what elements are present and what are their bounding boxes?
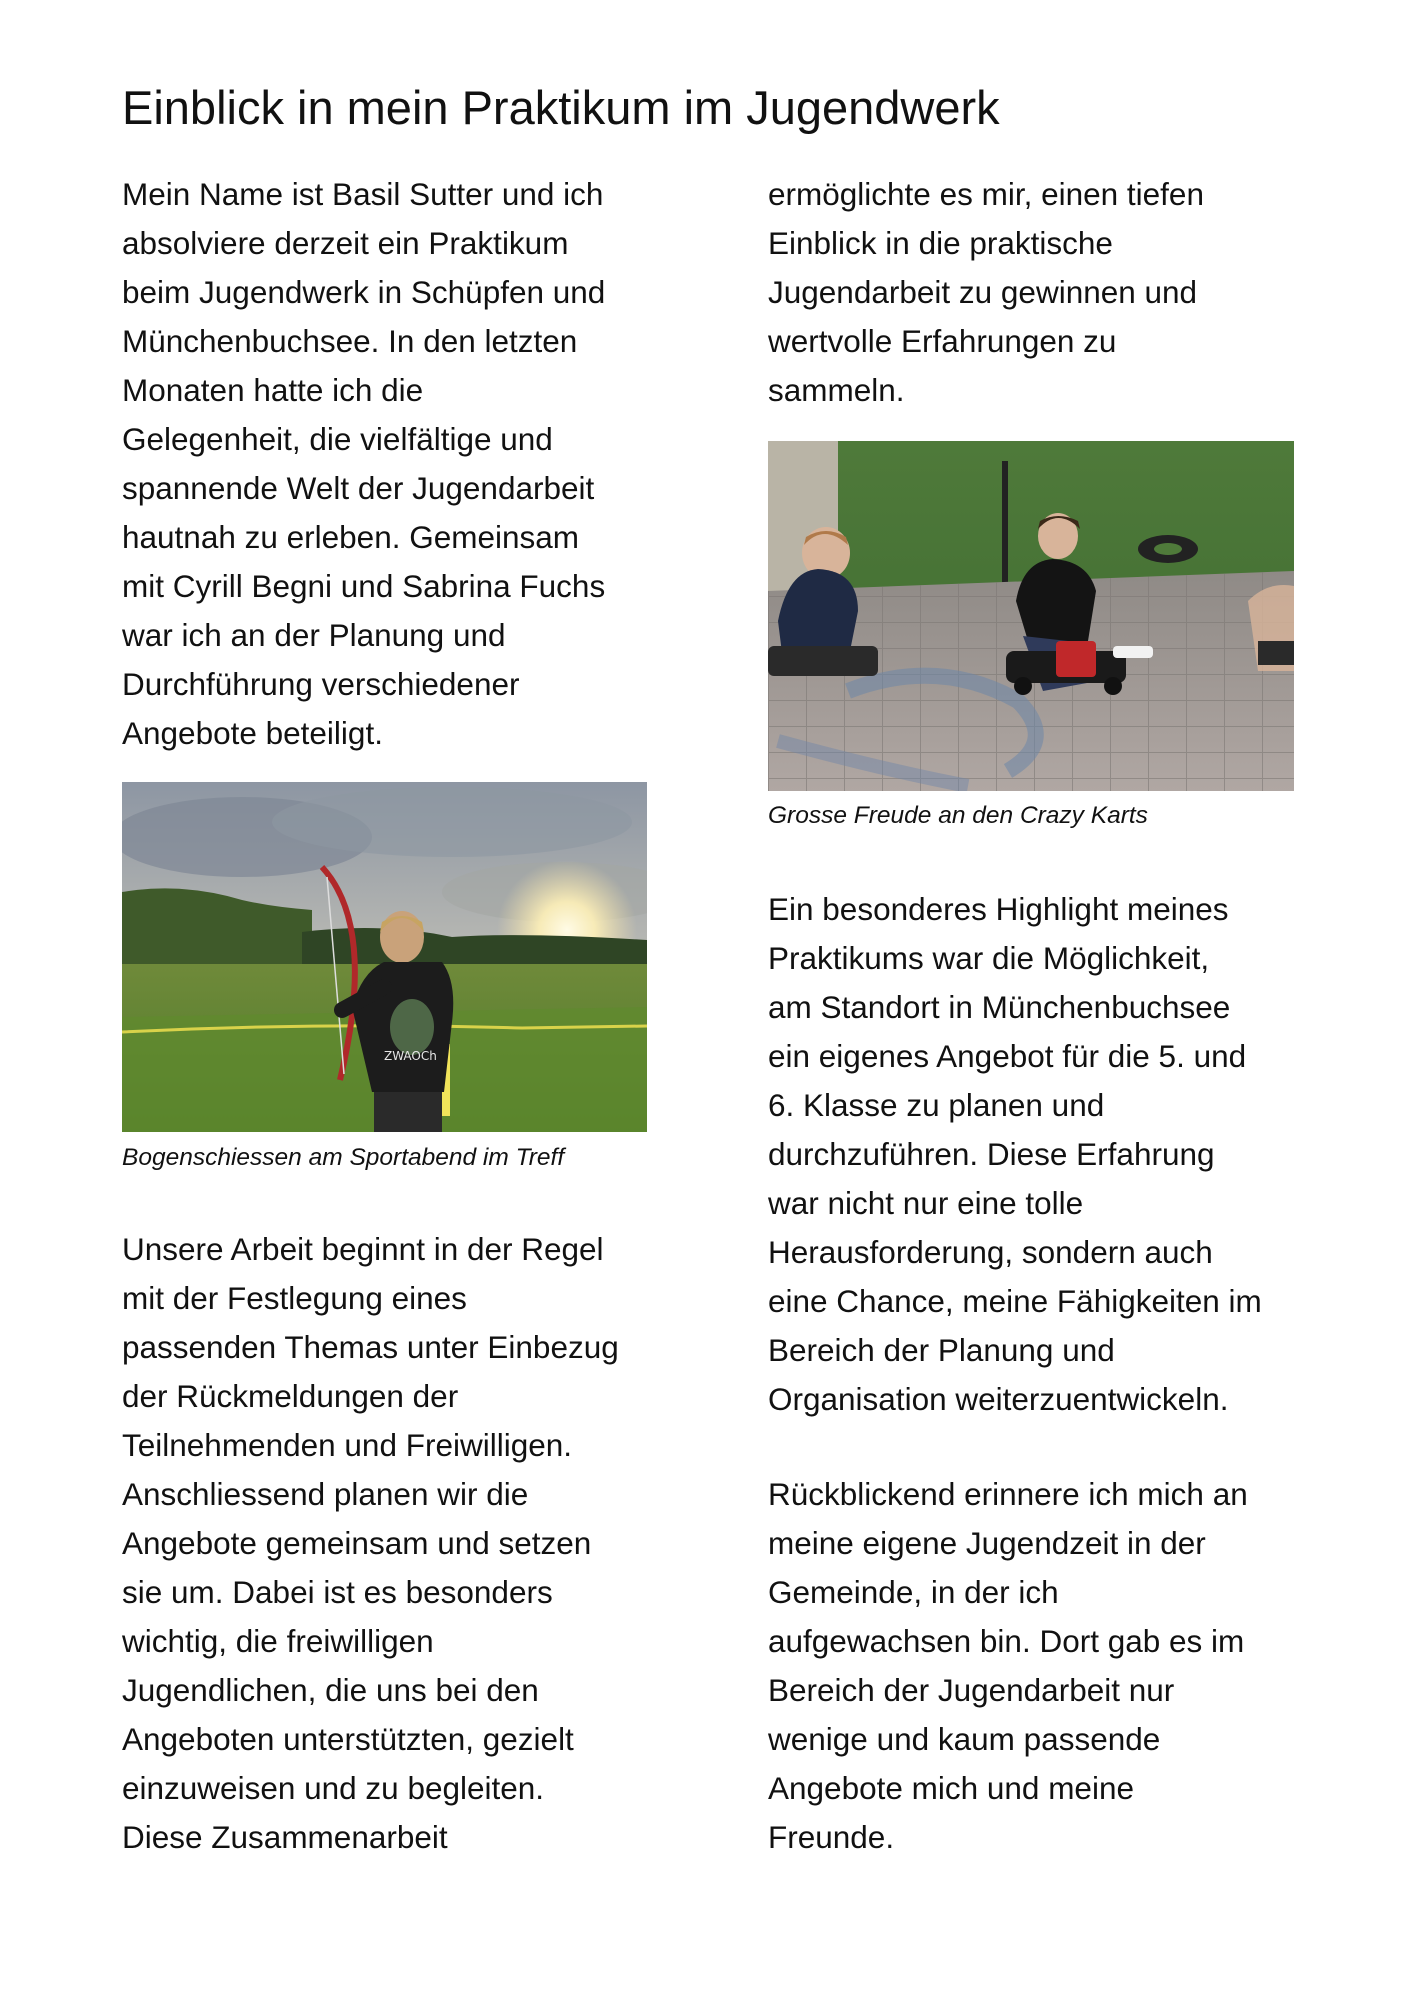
text-line: Gelegenheit, die vielfältige und [122, 421, 553, 457]
text-line: 6. Klasse zu planen und [768, 1087, 1105, 1123]
text-line: der Rückmeldungen der [122, 1378, 459, 1414]
text-line: eine Chance, meine Fähigkeiten im [768, 1283, 1262, 1319]
text-line: Monaten hatte ich die [122, 372, 424, 408]
continuation-paragraph [768, 170, 1204, 415]
text-line: wenige und kaum passende [768, 1721, 1161, 1757]
page-title: Einblick in mein Praktikum im Jugendwerk [122, 81, 1000, 134]
text-line: sammeln. [768, 372, 905, 408]
text-line: mit der Festlegung eines [122, 1280, 467, 1316]
text-line: aufgewachsen bin. Dort gab es im [768, 1623, 1245, 1659]
text-line: Bereich der Planung und [768, 1332, 1115, 1368]
text-line: Organisation weiterzuentwickeln. [768, 1381, 1229, 1417]
text-line: Praktikums war die Möglichkeit, [768, 940, 1210, 976]
text-line: meine eigene Jugendzeit in der [768, 1525, 1206, 1561]
text-line: Jugendlichen, die uns bei den [122, 1672, 539, 1708]
hoodie-print: ZWAOCh [384, 1049, 437, 1063]
text-line: wertvolle Erfahrungen zu [768, 323, 1117, 359]
text-line: am Standort in Münchenbuchsee [768, 989, 1231, 1025]
text-line: Einblick in die praktische [768, 225, 1113, 261]
text-line: sie um. Dabei ist es besonders [122, 1574, 553, 1610]
text-line: Unsere Arbeit beginnt in der Regel [122, 1231, 604, 1267]
archery-photo [122, 782, 647, 1132]
text-line: Angebote mich und meine [768, 1770, 1134, 1806]
text-line: Anschliessend planen wir die [122, 1476, 529, 1512]
text-line: Rückblickend erinnere ich mich an [768, 1476, 1248, 1512]
intro-paragraph [122, 170, 605, 758]
text-line: Durchführung verschiedener [122, 666, 520, 702]
text-line: Diese Zusammenarbeit [122, 1819, 448, 1855]
work-paragraph [122, 1225, 619, 1862]
text-line: beim Jugendwerk in Schüpfen und [122, 274, 606, 310]
text-line: absolviere derzeit ein Praktikum [122, 225, 569, 261]
text-line: Gemeinde, in der ich [768, 1574, 1059, 1610]
text-line: wichtig, die freiwilligen [122, 1623, 434, 1659]
text-line: hautnah zu erleben. Gemeinsam [122, 519, 580, 555]
text-line: mit Cyrill Begni und Sabrina Fuchs [122, 568, 606, 604]
text-line: war ich an der Planung und [122, 617, 506, 653]
text-line: Bereich der Jugendarbeit nur [768, 1672, 1175, 1708]
text-line: Jugendarbeit zu gewinnen und [768, 274, 1198, 310]
text-line: Angebote beteiligt. [122, 715, 383, 751]
text-line: Angebote gemeinsam und setzen [122, 1525, 592, 1561]
karts-caption: Grosse Freude an den Crazy Karts [768, 802, 1148, 829]
text-line: Herausforderung, sondern auch [768, 1234, 1213, 1270]
crazy-karts-photo [768, 441, 1294, 791]
archery-caption: Bogenschiessen am Sportabend im Treff [122, 1144, 565, 1171]
retrospective-paragraph [768, 1470, 1248, 1862]
text-line: durchzuführen. Diese Erfahrung [768, 1136, 1215, 1172]
text-line: ein eigenes Angebot für die 5. und [768, 1038, 1247, 1074]
text-line: ermöglichte es mir, einen tiefen [768, 176, 1204, 212]
text-line: Teilnehmenden und Freiwilligen. [122, 1427, 573, 1463]
text-line: Mein Name ist Basil Sutter und ich [122, 176, 604, 212]
text-line: einzuweisen und zu begleiten. [122, 1770, 545, 1806]
text-line: passenden Themas unter Einbezug [122, 1329, 619, 1365]
text-line: war nicht nur eine tolle [768, 1185, 1084, 1221]
text-line: Angeboten unterstützten, gezielt [122, 1721, 574, 1757]
highlight-paragraph [768, 885, 1262, 1424]
text-line: Münchenbuchsee. In den letzten [122, 323, 578, 359]
text-line: Ein besonderes Highlight meines [768, 891, 1229, 927]
text-line: Freunde. [768, 1819, 895, 1855]
text-line: spannende Welt der Jugendarbeit [122, 470, 595, 506]
